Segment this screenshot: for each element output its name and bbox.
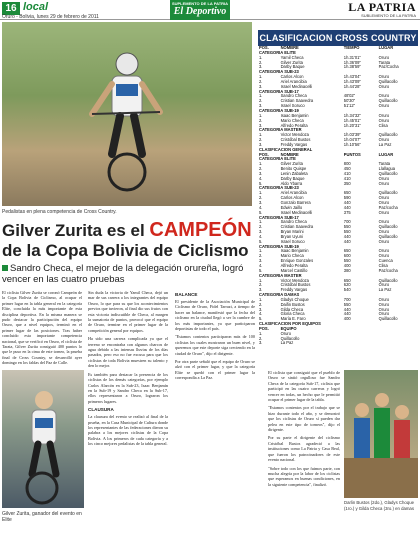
table-cell: 5. (259, 267, 263, 273)
table-cell: 1h.44'28" (343, 83, 361, 89)
table-cell: POS. (259, 151, 269, 157)
table-cell: 2. (259, 224, 263, 230)
table-cell: Sandro Checa (280, 93, 307, 99)
headline-line2: de la Copa Bolivia de Ciclismo (2, 241, 249, 260)
table-cell: Alfredo Peralta (280, 262, 308, 268)
table-cell: CATEGORIA ELITE (259, 49, 296, 55)
paragraph: Ha sido una carrera complicada ya que el terreno se encontraba con algunos charcos de agua debido a las intensas lluvias de los días pasados, pero eso no fue excusa para que los ciclistas de toda Bolivia muestren su talento y den lo mejor. (88, 336, 168, 369)
table-cell: Oruro (378, 219, 390, 225)
paragraph: El presidente de la Asociación Municipal de Ciclismo de Oruro, Fidel Tarrazi, a tiempo de hacer un balance, manifestó que la fecha del ciclismo en la ciudad llegó a ser la cumbre de los más importantes, ya que participaron deportistas de todo el país. (175, 299, 255, 332)
table-cell: Bryan Marini (280, 229, 304, 235)
table-cell: Darby Baque (280, 64, 305, 70)
table-cell: POS. (259, 45, 269, 50)
table-cell: Gladys Choque (280, 296, 309, 302)
table-cell: CLASIFICACION GENERAL (259, 146, 313, 152)
table-cell: 650 (343, 277, 351, 283)
table-cell: Paz/cocha (378, 267, 398, 273)
table-cell: Alfredo Peralta (280, 122, 308, 128)
table-cell: Oruro (280, 330, 292, 336)
body-column-2 (88, 290, 168, 530)
table-cell: CATEGORIA SUB-19 (259, 107, 299, 113)
table-cell: Marcel Castillo (280, 267, 308, 273)
bottom-photo-caption: Gilver Zurita, ganador del evento en Elite (2, 511, 82, 523)
table-cell: Darby Baque (280, 175, 305, 181)
table-cell: Gloria Checa (280, 311, 305, 317)
dateline: Oruro - Bolivia, lunes 29 de febrero de 2011 (2, 14, 99, 20)
table-cell: 50'30" (343, 98, 356, 104)
supplement-name: El Deportivo (173, 6, 227, 17)
table-cell: POS. (259, 325, 269, 331)
table-cell: Oruro (378, 301, 390, 307)
table-cell: 3. (259, 103, 263, 109)
table-cell: 5. (259, 180, 263, 186)
table-cell: Tarata (378, 59, 391, 65)
table-cell: 3. (259, 306, 263, 312)
table-cell: Carlos Alcon (280, 195, 304, 201)
table-cell: 1h.45'01" (343, 117, 361, 123)
table-cell: 2. (259, 166, 263, 172)
table-cell: CATEGORIA MASTER (259, 127, 302, 133)
table-cell: Quillacollo (378, 224, 398, 230)
table-cell: 1. (259, 219, 263, 225)
table-cell: Oruro (378, 253, 390, 259)
table-cell: Israel Medinacelli (280, 83, 313, 89)
table-cell: 2. (259, 117, 263, 123)
table-cell: Enrique Gonzales (280, 258, 314, 264)
table-cell: 3. (259, 258, 263, 264)
table-cell: 3. (259, 229, 263, 235)
table-cell: Oruro (378, 93, 390, 99)
deck (2, 263, 258, 285)
table-cell: Oruro (378, 74, 390, 80)
headline-line1 (2, 221, 254, 240)
table-cell: Isaac Benjamin (280, 248, 309, 254)
table-cell: 440 (343, 306, 351, 312)
table-cell: 550 (343, 229, 351, 235)
table-cell: 5. (259, 209, 263, 215)
table-cell: Freddy Vargas (280, 287, 308, 293)
table-row (258, 341, 418, 346)
table-cell: 1h.04'07" (343, 137, 361, 143)
table-cell: 1. (259, 161, 263, 167)
table-cell: 600 (343, 253, 351, 259)
table-cell: TIEMPO (343, 45, 360, 50)
table-cell: NOMBRE (280, 151, 299, 157)
paragraph: "Estamos contentos por el trabajo que se hizo durante todo el año, y se demostró que los ciclistas de Oruro sí pueden dar pelea en este tipo de torneos", dijo el dirigente. (268, 405, 340, 433)
table-cell: Quillacollo (378, 316, 398, 322)
bullet-square-icon (2, 265, 8, 271)
table-cell: Carlos Alcon (280, 74, 304, 80)
table-cell: 1h.03'39" (343, 132, 361, 138)
body-column-3 (175, 290, 255, 530)
masthead: LA PATRIA (348, 0, 416, 14)
section-name: local (23, 1, 49, 13)
subheading-balance: BALANCE (175, 292, 198, 297)
table-cell: Cuenca (378, 258, 393, 264)
table-cell: Oruro (378, 311, 390, 317)
table-cell: Israel Soruco (280, 238, 305, 244)
body-column-1 (2, 290, 82, 368)
podium-illustration (344, 370, 418, 498)
table-cell: 3. (259, 170, 263, 176)
table-cell: Victor Mendoza (280, 132, 309, 138)
table-cell: 5. (259, 316, 263, 322)
table-cell: 3. (259, 200, 263, 205)
table-cell: 1h.34'32" (343, 112, 361, 118)
table-cell: 1h.38'59" (343, 64, 361, 70)
table-cell: 1. (259, 93, 263, 99)
table-cell: 3. (259, 141, 263, 147)
table-cell: 2. (259, 78, 263, 84)
table-cell: 4. (259, 233, 263, 239)
cyclist-illustration (72, 44, 182, 194)
women-podium-photo (344, 370, 418, 498)
table-cell: Gilver Zurita (280, 161, 303, 167)
deck-text: Sandro Checa, el mejor de la delegación orureña, logró vencer en las cuatro pruebas (2, 263, 244, 285)
table-cell: 1. (259, 132, 263, 138)
table-cell: Quillacollo (378, 277, 398, 283)
table-cell: 2. (259, 195, 263, 201)
table-cell: Isaac Benjamin (280, 112, 309, 118)
table-cell: 1. (259, 248, 263, 254)
table-cell: Oruro (378, 248, 390, 254)
paragraph: "Sobre todo con los que fuimos parte, con mucha alegría por la labor de los ciclistas que esperamos en buenas condiciones, en la siguiente competencia", finalizó. (268, 465, 340, 487)
paragraph: "Estamos contentos participaron más de 100 ciclistas los cuales mostraron un buen nivel, y queremos que este deporte siga creciendo en la ciudad de Oruro", dijo el dirigente. (175, 334, 255, 356)
table-cell: Aldo Ybarra (280, 180, 303, 186)
table-cell: 410 (343, 170, 351, 176)
paragraph: Sin duda la victoria de Yamil Checa, dejó un mar de sus carrera a los integrantes del equipo Oruro, lo que para su que los acontecimientos previos que tuvieron, al final dio sus frutos con esta victoria indiscutible de Checa, al margen la sumatoria de puntos, provocó que el equipo de Oruro, termine en el primer lugar de la competición general por equipos. (88, 290, 168, 333)
table-cell: Oruro (378, 112, 390, 118)
table-cell: 3. (259, 122, 263, 128)
table-cell: 800 (343, 161, 351, 167)
headline-highlight: CAMPEÓN (149, 219, 252, 241)
table-cell: PUNTOS (343, 151, 361, 157)
table-cell: 1. (259, 112, 263, 118)
table-cell: 700 (343, 296, 351, 302)
table-cell: 400 (343, 262, 351, 268)
classification-title: CLASIFICACION CROSS COUNTRY (258, 30, 418, 46)
table-cell: 2. (259, 137, 263, 143)
table-cell: 1h.36'09" (343, 59, 361, 65)
table-cell: Oruro (378, 200, 390, 205)
table-cell: 1. (259, 54, 263, 60)
table-cell: 550 (343, 224, 351, 230)
table-cell: Oruro (378, 296, 390, 302)
table-cell: 1. (259, 330, 263, 336)
table-cell: Israel Medinacelli (280, 209, 313, 215)
table-cell: 440 (343, 238, 351, 244)
table-cell: 2. (259, 335, 263, 341)
masthead-subtitle: SUBLEMENTO DE LA PATRIA (361, 13, 416, 18)
table-cell: 2. (259, 282, 263, 288)
table-cell: CATEGORIA SUB-23 (259, 185, 299, 191)
table-cell: 700 (343, 219, 351, 225)
table-cell: Quillacollo (378, 170, 398, 176)
table-cell: Quillacollo (378, 190, 398, 196)
paragraph: Es también para destacar la presencia de los ciclistas de los demás categorías, por ejemplo Carlos Alarcón en la Sub-23, Isaac Benjamín en la Sub-19 y Sandro Checa en la Sub-17, ellos representaron a Oruro, lograron los primeros lugares. (88, 371, 168, 404)
table-cell: CATEGORIA SUB-17 (259, 214, 299, 220)
paragraph: El ciclista Gilver Zurita se coronó Campeón de la Copa Bolivia de Ciclismo, al ocupar el primer lugar en la tabla general en la categoría Elite, concluida la más importante de esta disciplina deportiva. En la misma manera se pudo destacar la participación del equipo Oruro, que a nivel equipos, terminó en el primer lugar de las posiciones. Tras haber concluido esta importante competencia nacional, que se verificó en Oruro, el ciclista de Tarata, Gilver Zurita consiguió 400 puntos lo que le puso en la cima de este torneo, la prueba final de Cross Country, se desarrolló ayer domingo en los faldas del Paz de Calle. (2, 290, 82, 366)
table-cell: 1h.10'56" (343, 141, 361, 147)
table-cell: Yamil Checa (280, 54, 304, 60)
table-cell: Benito Quispe (280, 166, 307, 172)
table-cell: 3. (259, 64, 263, 70)
table-cell: Paz/cocha (378, 204, 398, 210)
table-cell: LUGAR (378, 45, 394, 50)
table-cell: Freddy Vargas (280, 141, 308, 147)
table-cell: 1h.31'01" (343, 54, 361, 60)
table-cell: 48'02" (343, 93, 356, 99)
table-cell: CATEGORIA SUB-19 (259, 243, 299, 249)
cyclist-photo-illustration (2, 370, 84, 508)
table-cell: 350 (343, 180, 351, 186)
table-cell: Mario Checa (280, 253, 304, 259)
table-cell: Clisa (378, 122, 388, 128)
table-cell: Tarata (378, 161, 391, 167)
classification-box (258, 30, 418, 370)
supplement-top: SUPLEMENTO DE LA PATRIA (171, 1, 229, 6)
table-cell: 380 (343, 267, 351, 273)
table-cell: Quillacollo (378, 132, 398, 138)
table-cell: Lenin Zabaleta (280, 170, 308, 176)
paragraph: Por otra parte señaló que el equipo de Oruro se alzó con el primer lugar, y que la categoría Elite se quedó con el primer lugar la correspondía a La Paz. (175, 359, 255, 381)
table-cell: La Paz (280, 340, 294, 346)
paragraph: El ciclista que consiguió que el pueblo de Oruro se sintió orgulloso fue Sandro Checa de la categoría Sub-17, ciclista que participó en las cuatro carreras y logró vencer en todas, un hecho que le permitió ocupar el primer lugar de la tabla. (268, 370, 340, 403)
table-cell: Oruro (378, 282, 390, 288)
table-cell: EQUIPO (280, 325, 297, 331)
table-cell: La Paz (378, 287, 392, 293)
table-cell: Cristian Saavedra (280, 98, 314, 104)
table-cell: Oruro (378, 83, 390, 89)
table-cell: 620 (343, 282, 351, 288)
table-cell: 440 (343, 311, 351, 317)
table-cell: LUGAR (378, 151, 394, 157)
table-cell: CATEGORIA DAMAS (259, 292, 300, 298)
table-cell: Quillacollo (280, 335, 300, 341)
table-cell: 51'12" (343, 103, 356, 109)
table-cell: 450 (343, 166, 351, 172)
table-cell: CATEGORIA MASTER (259, 272, 302, 278)
table-cell: 4. (259, 175, 263, 181)
body-column-4 (268, 370, 340, 505)
bottom-photo (2, 370, 84, 508)
table-cell: 2. (259, 98, 263, 104)
table-cell: Sandro Checa (280, 219, 307, 225)
supplement-logo (170, 0, 230, 20)
classification-table (258, 46, 418, 346)
table-cell: 550 (343, 301, 351, 307)
table-cell: NOMBRE (280, 45, 299, 50)
table-cell: 3. (259, 287, 263, 293)
table-cell: 410 (343, 175, 351, 181)
table-cell: Oruro (378, 306, 390, 312)
table-cell: Bryan Uyuni (280, 233, 303, 239)
table-cell: 375 (343, 209, 351, 215)
table-cell: Oruro (378, 117, 390, 123)
table-cell: 1h.43'09" (343, 78, 361, 84)
table-cell: 1h.43'04" (343, 74, 361, 80)
table-cell: 1. (259, 190, 263, 196)
table-cell: 4. (259, 262, 263, 268)
table-cell: María E. Faro (280, 316, 306, 322)
table-cell: 4. (259, 204, 263, 210)
table-cell: Quillacollo (378, 98, 398, 104)
table-cell: Victor Mendoza (280, 277, 309, 283)
table-cell: Israel Soruco (280, 103, 305, 109)
table-cell: Ariel Arancibia (280, 78, 307, 84)
table-cell: 5. (259, 238, 263, 244)
table-cell: 1. (259, 74, 263, 80)
main-photo-caption: Pedalistas en plena competencia de Cross Country. (2, 209, 117, 215)
table-cell: Oruro (378, 137, 390, 143)
table-cell: Daifin Bustos (280, 301, 305, 307)
paragraph: La clausura del evento se realizó al final de la prueba, en la Casa Municipal de Cultura donde los representantes de las federaciones dieron su palabra a los mejores ciclistas de la Copa Bolivia. A los primeros de cada categoría y a los cinco mejores pedalistas de la tabla general. (88, 414, 168, 447)
table-cell: 2. (259, 301, 263, 307)
table-cell: 2. (259, 59, 263, 65)
table-cell: 440 (343, 233, 351, 239)
table-cell: 3. (259, 340, 263, 346)
table-cell: 440 (343, 200, 351, 205)
table-cell: Gilda Checa (280, 306, 304, 312)
table-cell: 650 (343, 248, 351, 254)
paragraph: Por su parte el dirigente del ciclismo Cristóbal Bustos agradeció a las instituciones como La Patria y Casa Beal, que fueron los patrocinadores de este evento nacional. (268, 435, 340, 463)
table-cell: 2. (259, 253, 263, 259)
table-cell: Llallagua (378, 166, 396, 172)
table-cell: Ariel Arancibia (280, 190, 307, 196)
table-cell: Oruro (378, 229, 390, 235)
table-cell: Oruro (378, 180, 390, 186)
table-cell: 550 (343, 258, 351, 264)
table-cell: 1h.20'31" (343, 122, 361, 128)
table-cell: Edwin Jaillo (280, 204, 303, 210)
table-cell: La Paz (378, 141, 392, 147)
table-cell: 1. (259, 277, 263, 283)
table-cell: CLASIFICACION POR EQUIPOS (259, 321, 321, 327)
page-number: 16 (2, 2, 20, 15)
table-cell: 440 (343, 204, 351, 210)
table-cell: Gonzalo Barrera (280, 200, 311, 205)
table-cell: 400 (343, 316, 351, 322)
table-cell: 650 (343, 190, 351, 196)
headline-part1: Gilver Zurita es el (2, 221, 150, 240)
table-cell: 4. (259, 311, 263, 317)
table-cell: Oruro (378, 175, 390, 181)
table-cell: Oruro (378, 103, 390, 109)
table-cell: 590 (343, 195, 351, 201)
table-cell: Cristóbal Bustos (280, 137, 311, 143)
main-photo (2, 22, 252, 206)
table-cell: Cristian Saavedra (280, 224, 314, 230)
table-cell: Oruro (378, 54, 390, 60)
table-cell: Paz/Cocha (378, 64, 399, 70)
table-cell: Quillacollo (378, 78, 398, 84)
table-cell: Quillacollo (378, 233, 398, 239)
table-cell: CATEGORIA ELITE (259, 156, 296, 162)
table-cell: Oruro (378, 238, 390, 244)
table-cell: Mario Checa (280, 117, 304, 123)
table-cell: 1. (259, 296, 263, 302)
table-cell: CATEGORIA SUB-17 (259, 88, 299, 94)
table-cell: Clisa (378, 262, 388, 268)
table-cell: 540 (343, 287, 351, 293)
subheading-clausura: CLAUSURA (88, 407, 114, 413)
table-cell: 3. (259, 83, 263, 89)
page-header (0, 0, 420, 20)
table-cell: Oruro (378, 195, 390, 201)
table-cell: Gilver Zurita (280, 59, 303, 65)
women-podium-caption: Darlin Bustos (2do.), Gladys Choque (1ro.) y Gilda Checa (3ro.) en damas (344, 500, 414, 511)
table-cell: Oruro (378, 209, 390, 215)
table-cell: CATEGORIA SUB-23 (259, 69, 299, 75)
table-cell: Cristóbal Bustos (280, 282, 311, 288)
